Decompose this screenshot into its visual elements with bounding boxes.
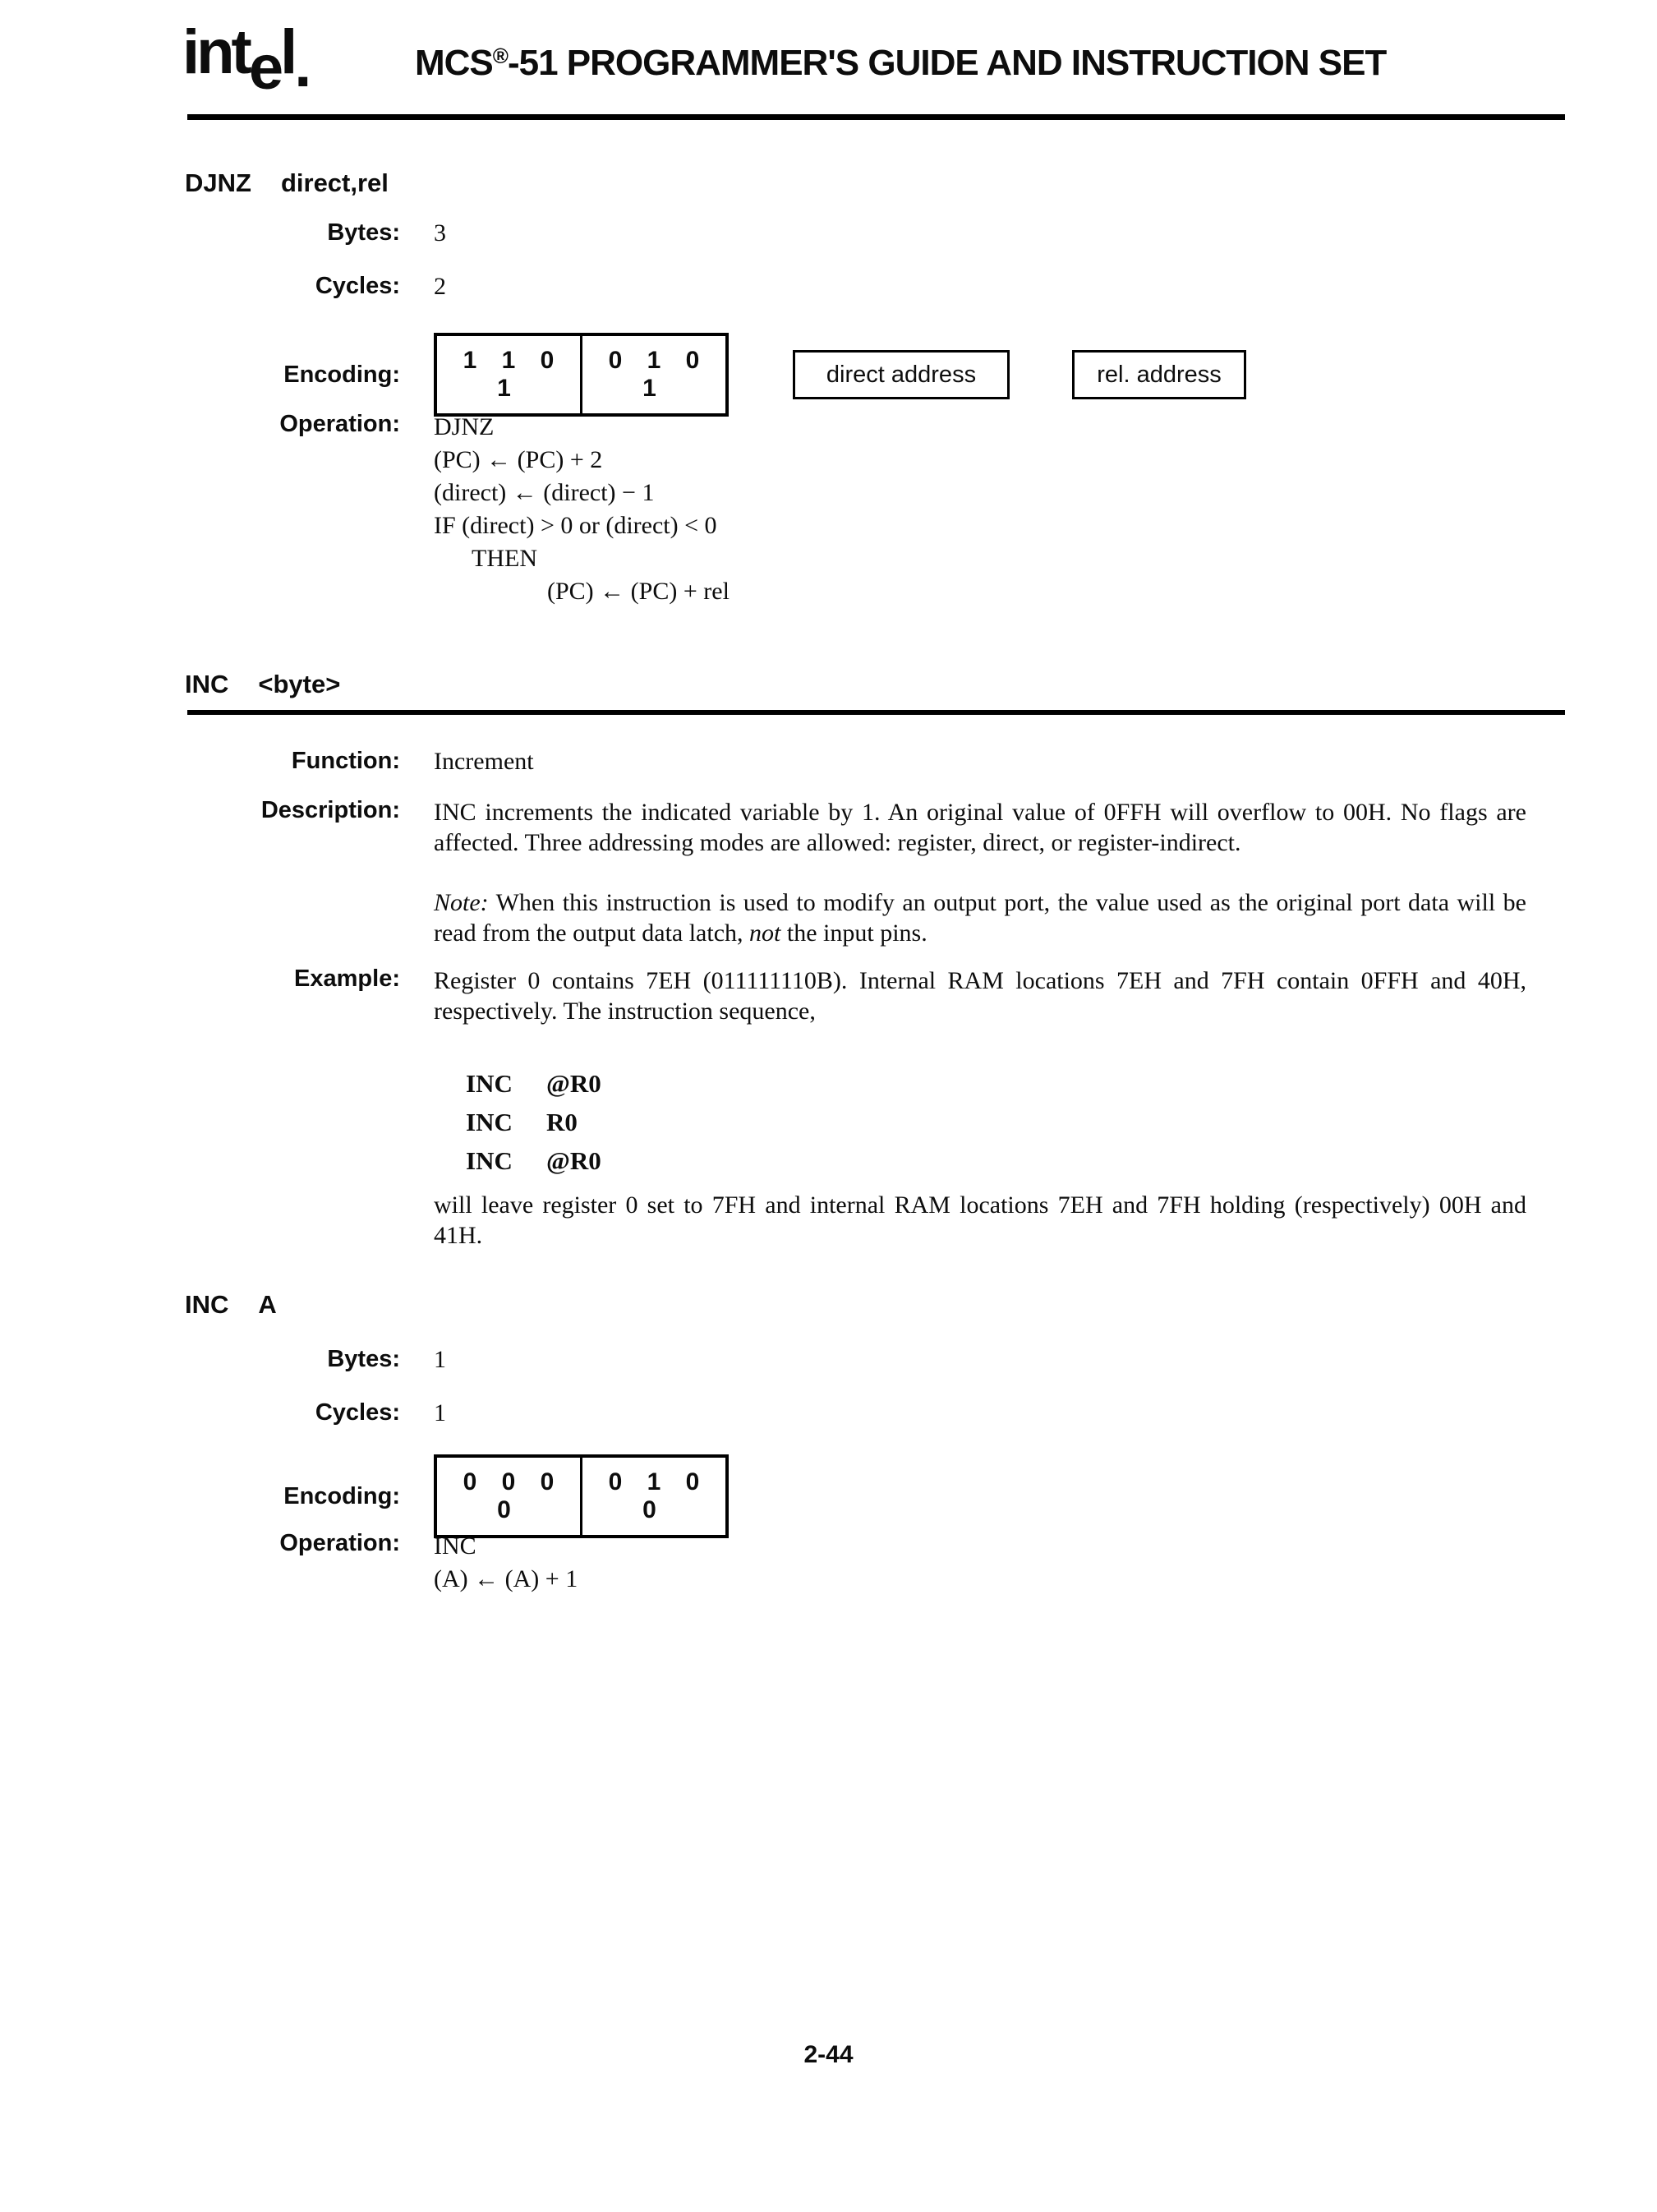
bytes-value: 3: [434, 219, 446, 247]
code-operand: @R0: [546, 1146, 601, 1175]
description-row: [185, 797, 1526, 858]
function-label: Function:: [291, 748, 400, 774]
instruction-heading-inc-a: [185, 1290, 277, 1320]
operation-line: (PC) ← (PC) + rel: [547, 578, 730, 605]
function-row: [185, 748, 534, 776]
operation-line: (PC) ← (PC) + 2: [434, 446, 603, 473]
intel-logo: [182, 16, 309, 103]
description-text: INC increments the indicated variable by 1. An original value of 0FFH will overflow to 00H. No flags are affected. Three addressing modes are allowed: register, direct, or register-indirect.: [434, 799, 1526, 856]
title-pre: MCS: [415, 43, 493, 83]
operation-line: (direct) ← (direct) − 1: [434, 479, 655, 506]
operands: A: [258, 1290, 277, 1319]
bytes-row: [185, 219, 446, 247]
direct-address-box: direct address: [793, 350, 1010, 399]
registered-trademark-symbol: ®: [492, 44, 508, 68]
instruction-heading-djnz: [185, 168, 389, 198]
operation-label: Operation:: [279, 411, 400, 437]
opcode-low-nibble: 0 1 0 1: [580, 336, 725, 413]
opcode-high-nibble: 1 1 0 1: [463, 347, 564, 402]
cycles-label: Cycles:: [315, 1399, 400, 1426]
operation-row: [185, 1530, 578, 1596]
encoding-row: [185, 333, 1246, 417]
logo-int: int: [182, 17, 249, 87]
operation-row: [185, 411, 730, 608]
opcode-low-nibble: 0 1 0 0: [580, 1458, 725, 1535]
code-line: [466, 1141, 601, 1180]
encoding-label: Encoding:: [283, 1482, 400, 1509]
opcode-high-nibble: 0 0 0 0: [463, 1468, 564, 1523]
logo-dropped-e: e: [248, 33, 281, 103]
note-body: the input pins.: [780, 919, 927, 947]
description-label: Description:: [260, 797, 400, 823]
note-body: When this instruction is used to modify an output port, the value used as the original port data will be read from the output data latch,: [434, 889, 1526, 947]
operation-line: DJNZ: [434, 413, 495, 440]
code-mnemonic: INC: [466, 1146, 513, 1175]
mnemonic: INC: [185, 670, 229, 698]
mnemonic: DJNZ: [185, 168, 251, 197]
code-mnemonic: INC: [466, 1108, 513, 1136]
code-operand: @R0: [546, 1069, 601, 1098]
code-line: [466, 1103, 601, 1141]
code-mnemonic: INC: [466, 1069, 513, 1098]
note-paragraph: [434, 887, 1526, 948]
title-post: -51 PROGRAMMER'S GUIDE AND INSTRUCTION SET: [507, 43, 1387, 83]
example-label: Example:: [294, 965, 400, 992]
operation-line: THEN: [472, 545, 537, 572]
opcode-box: [434, 1454, 729, 1538]
note-italic-word: not: [749, 919, 781, 947]
operands: <byte>: [258, 670, 341, 698]
operation-pseudocode: [434, 411, 730, 608]
encoding-diagram: [434, 1454, 729, 1538]
mnemonic: INC: [185, 1290, 229, 1319]
operation-line: IF (direct) > 0 or (direct) < 0: [434, 512, 717, 539]
example-code-listing: [466, 1064, 601, 1180]
function-value: Increment: [434, 748, 534, 775]
bytes-label: Bytes:: [327, 219, 400, 246]
example-row: [185, 965, 1526, 1026]
operation-line: INC: [434, 1532, 476, 1560]
cycles-row: [185, 1399, 446, 1427]
cycles-value: 1: [434, 1399, 446, 1426]
page-number: 2-44: [803, 2041, 854, 2068]
operation-pseudocode: [434, 1530, 578, 1596]
cycles-row: [185, 273, 446, 301]
example-intro-text: Register 0 contains 7EH (011111110B). Internal RAM locations 7EH and 7FH contain 0FFH and 40H, respectively. The instruction sequence,: [434, 967, 1526, 1025]
code-line: [466, 1064, 601, 1103]
code-operand: R0: [546, 1108, 578, 1136]
logo-period: .: [294, 30, 309, 100]
cycles-value: 2: [434, 273, 446, 300]
logo-l: l: [280, 17, 295, 87]
header-rule: [187, 114, 1565, 120]
rel-address-box: rel. address: [1072, 350, 1246, 399]
cycles-label: Cycles:: [315, 273, 400, 299]
encoding-diagram: [434, 333, 1246, 417]
page-title: [415, 43, 1386, 84]
operation-label: Operation:: [279, 1530, 400, 1556]
example-outro-text: will leave register 0 set to 7FH and internal RAM locations 7EH and 7FH holding (respectively) 00H and 41H.: [434, 1191, 1526, 1249]
instruction-heading-inc-byte: [185, 670, 340, 699]
encoding-row: [185, 1454, 729, 1538]
bytes-label: Bytes:: [327, 1346, 400, 1372]
opcode-box: [434, 333, 729, 417]
bytes-value: 1: [434, 1346, 446, 1373]
bytes-row: [185, 1346, 446, 1374]
operands: direct,rel: [280, 168, 389, 197]
operation-line: (A) ← (A) + 1: [434, 1565, 578, 1592]
encoding-label: Encoding:: [283, 361, 400, 388]
note-prefix: Note:: [434, 889, 489, 916]
section-rule: [187, 710, 1565, 715]
